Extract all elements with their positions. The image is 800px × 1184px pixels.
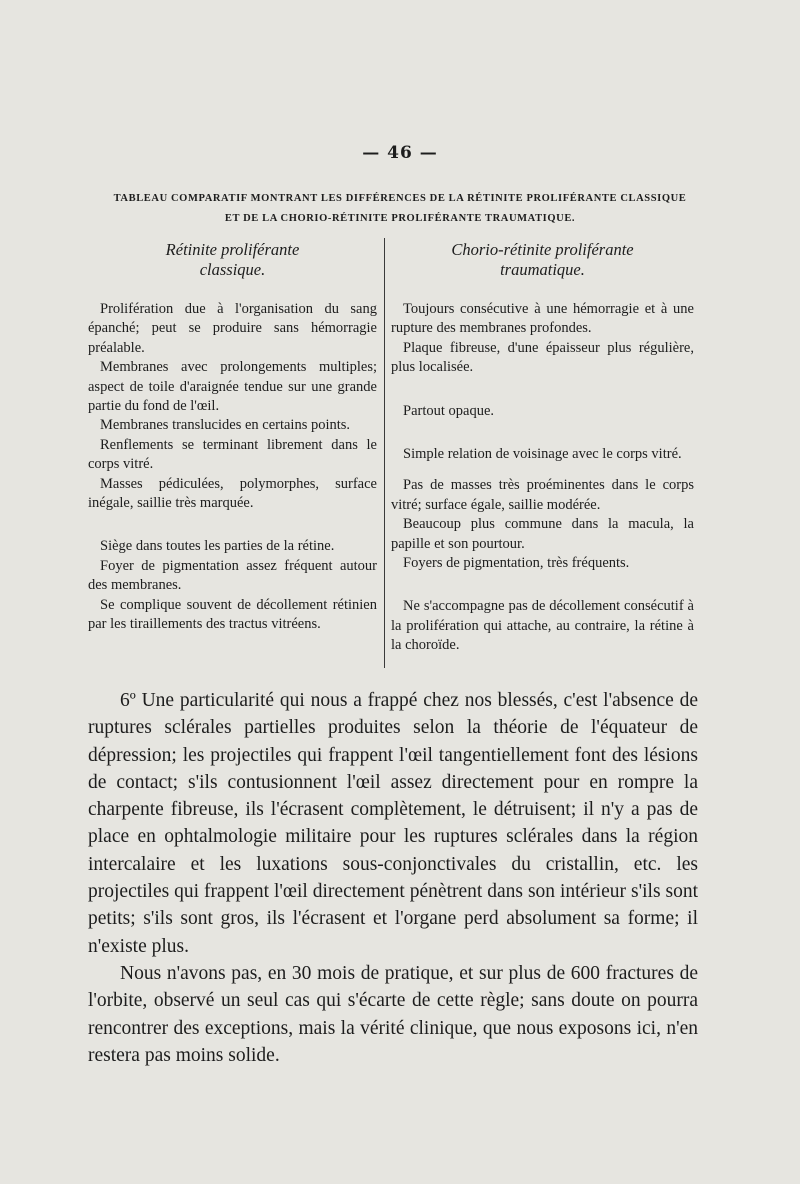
- column-divider: [384, 238, 385, 668]
- paragraph: Nous n'avons pas, en 30 mois de pratique, et sur plus de 600 fractures de l'orbite, observé un seul cas qui s'écarte de cette règle; sans doute on pourra rencontrer des exceptions, mais la vérité clinique, que nous exposons ici, n'en restera pas moins solide.: [88, 962, 698, 1066]
- right-entry: Foyers de pigmentation, très fréquents.: [403, 555, 630, 572]
- right-heading-line-2: traumatique.: [500, 260, 585, 279]
- left-entry: Se complique souvent de décollement rétinien par les tiraillements des tractus vitréens.: [88, 596, 377, 633]
- right-entry: Partout opaque.: [403, 402, 495, 419]
- right-entry: Toujours consécutive à une hémorragie et à une rupture des membranes profondes.: [391, 301, 694, 337]
- left-column-heading: [88, 240, 377, 280]
- body-text: [88, 687, 698, 1069]
- right-column-heading: [391, 240, 694, 280]
- left-entry: Masses pédiculées, polymorphes, surface inégale, saillie très marquée.: [88, 475, 377, 512]
- paragraph: 6º Une particularité qui nous a frappé chez nos blessés, c'est l'absence de ruptures sclérales partielles produites selon la théorie de l'équateur de dépression; les projectiles qui frappent l'œil tangentiellement font des lésions de contact; s'ils contusionnent l'œil assez directement pour en rompre la charpente fibreuse, ils l'écrasent complètement, le détruisent; il n'y a pas de place en ophtalmologie militaire pour les ruptures sclérales dans la région intercalaire et les luxations sous-conjonctivales du cristallin, etc. les projectiles qui frappent l'œil directement pénètrent dans son intérieur s'ils sont petits; s'ils sont gros, ils l'écrasent et l'organe perd absolument sa forme; il n'existe plus.: [88, 690, 698, 957]
- right-column-traumatic: [391, 240, 694, 656]
- right-entry: Pas de masses très proéminentes dans le corps vitré; surface égale, saillie modérée.: [391, 477, 694, 513]
- left-entry: Foyer de pigmentation assez fréquent autour des membranes.: [88, 557, 377, 594]
- right-entry: Plaque fibreuse, d'une épaisseur plus régulière, plus localisée.: [391, 339, 694, 376]
- left-entry: Siège dans toutes les parties de la rétine.: [100, 538, 335, 555]
- left-entry: Renflements se terminant librement dans le corps vitré.: [88, 436, 377, 473]
- page-number: — 46 —: [362, 143, 438, 163]
- right-heading-line-1: Chorio-rétinite proliférante: [451, 240, 634, 259]
- left-entry: Membranes avec prolongements multiples; aspect de toile d'araignée tendue sur une grande partie du fond de l'œil.: [88, 359, 377, 415]
- table-title: [72, 189, 728, 229]
- right-entry: Beaucoup plus commune dans la macula, la papille et son pourtour.: [391, 516, 694, 552]
- left-entry: Prolifération due à l'organisation du sang épanché; peut se produire sans hémorragie préalable.: [88, 301, 377, 356]
- right-entry: Simple relation de voisinage avec le corps vitré.: [403, 446, 682, 463]
- left-entry: Membranes translucides en certains points.: [100, 417, 351, 434]
- table-title-line-1: TABLEAU COMPARATIF MONTRANT LES DIFFÉRENCES DE LA RÉTINITE PROLIFÉRANTE CLASSIQUE: [113, 193, 687, 204]
- left-heading-line-2: classique.: [199, 260, 266, 279]
- left-heading-line-1: Rétinite proliférante: [165, 240, 300, 259]
- table-title-line-2: ET DE LA CHORIO-RÉTINITE PROLIFÉRANTE TRAUMATIQUE.: [224, 213, 576, 224]
- right-entry: Ne s'accompagne pas de décollement consécutif à la prolifération qui attache, au contraire, la rétine à la choroïde.: [391, 598, 694, 654]
- left-column-classic: [88, 240, 377, 635]
